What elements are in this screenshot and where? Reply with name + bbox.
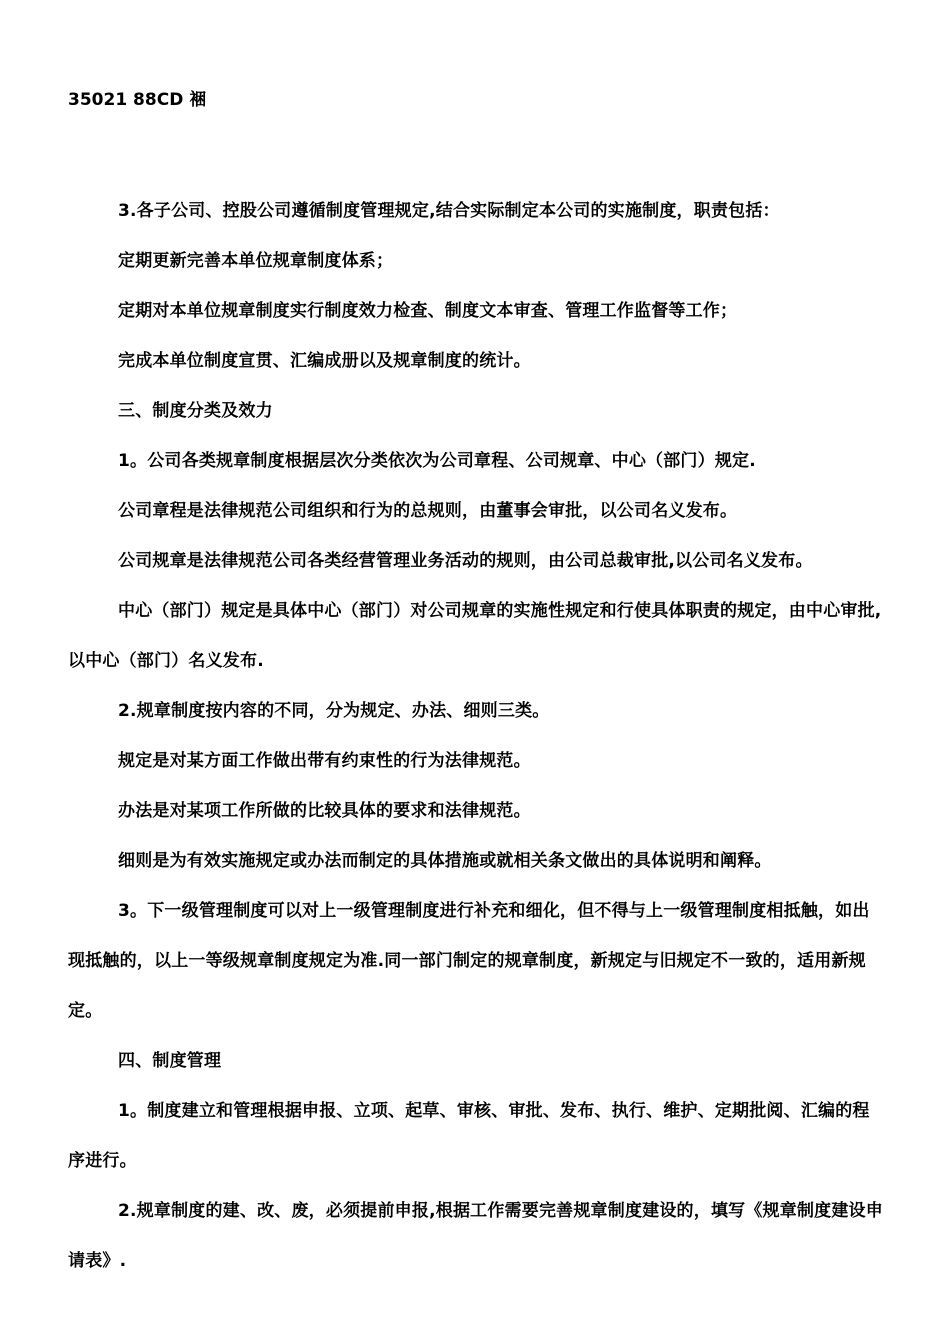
paragraph: 3。下一级管理制度可以对上一级管理制度进行补充和细化，但不得与上一级管理制度相抵触，如出现抵触的，以上一等级规章制度规定为准.同一部门制定的规章制度，新规定与旧规定不一致的，适用新规定。 (68, 901, 870, 1021)
paragraph: 定期对本单位规章制度实行制度效力检查、制度文本审查、管理工作监督等工作； (118, 301, 738, 321)
document-body (68, 186, 886, 1286)
paragraph: 公司章程是法律规范公司组织和行为的总规则，由董事会审批，以公司名义发布。 (118, 501, 738, 521)
paragraph: 2.规章制度按内容的不同，分为规定、办法、细则三类。 (118, 701, 550, 721)
document-header: 35021 88CD 裍 (68, 90, 207, 110)
paragraph: 中心（部门）规定是具体中心（部门）对公司规章的实施性规定和行使具体职责的规定，由中心审批,以中心（部门）名义发布. (68, 601, 882, 671)
paragraph: 1。制度建立和管理根据申报、立项、起草、审核、审批、发布、执行、维护、定期批阅、汇编的程序进行。 (68, 1101, 870, 1171)
paragraph: 定期更新完善本单位规章制度体系； (118, 251, 394, 271)
paragraph: 规定是对某方面工作做出带有约束性的行为法律规范。 (118, 751, 531, 771)
paragraph: 细则是为有效实施规定或办法而制定的具体措施或就相关条文做出的具体说明和阐释。 (118, 851, 772, 871)
section-heading: 四、制度管理 (118, 1051, 222, 1071)
section-heading: 三、制度分类及效力 (118, 401, 273, 421)
paragraph: 完成本单位制度宣贯、汇编成册以及规章制度的统计。 (118, 351, 531, 371)
paragraph: 2.规章制度的建、改、废，必须提前申报,根据工作需要完善规章制度建设的，填写《规章制度建设申请表》. (68, 1201, 883, 1271)
paragraph: 公司规章是法律规范公司各类经营管理业务活动的规则，由公司总裁审批,以公司名义发布。 (118, 551, 813, 571)
paragraph: 1。公司各类规章制度根据层次分类依次为公司章程、公司规章、中心（部门）规定. (118, 451, 756, 471)
paragraph: 办法是对某项工作所做的比较具体的要求和法律规范。 (118, 801, 531, 821)
paragraph: 3.各子公司、控股公司遵循制度管理规定,结合实际制定本公司的实施制度，职责包括： (118, 201, 780, 221)
